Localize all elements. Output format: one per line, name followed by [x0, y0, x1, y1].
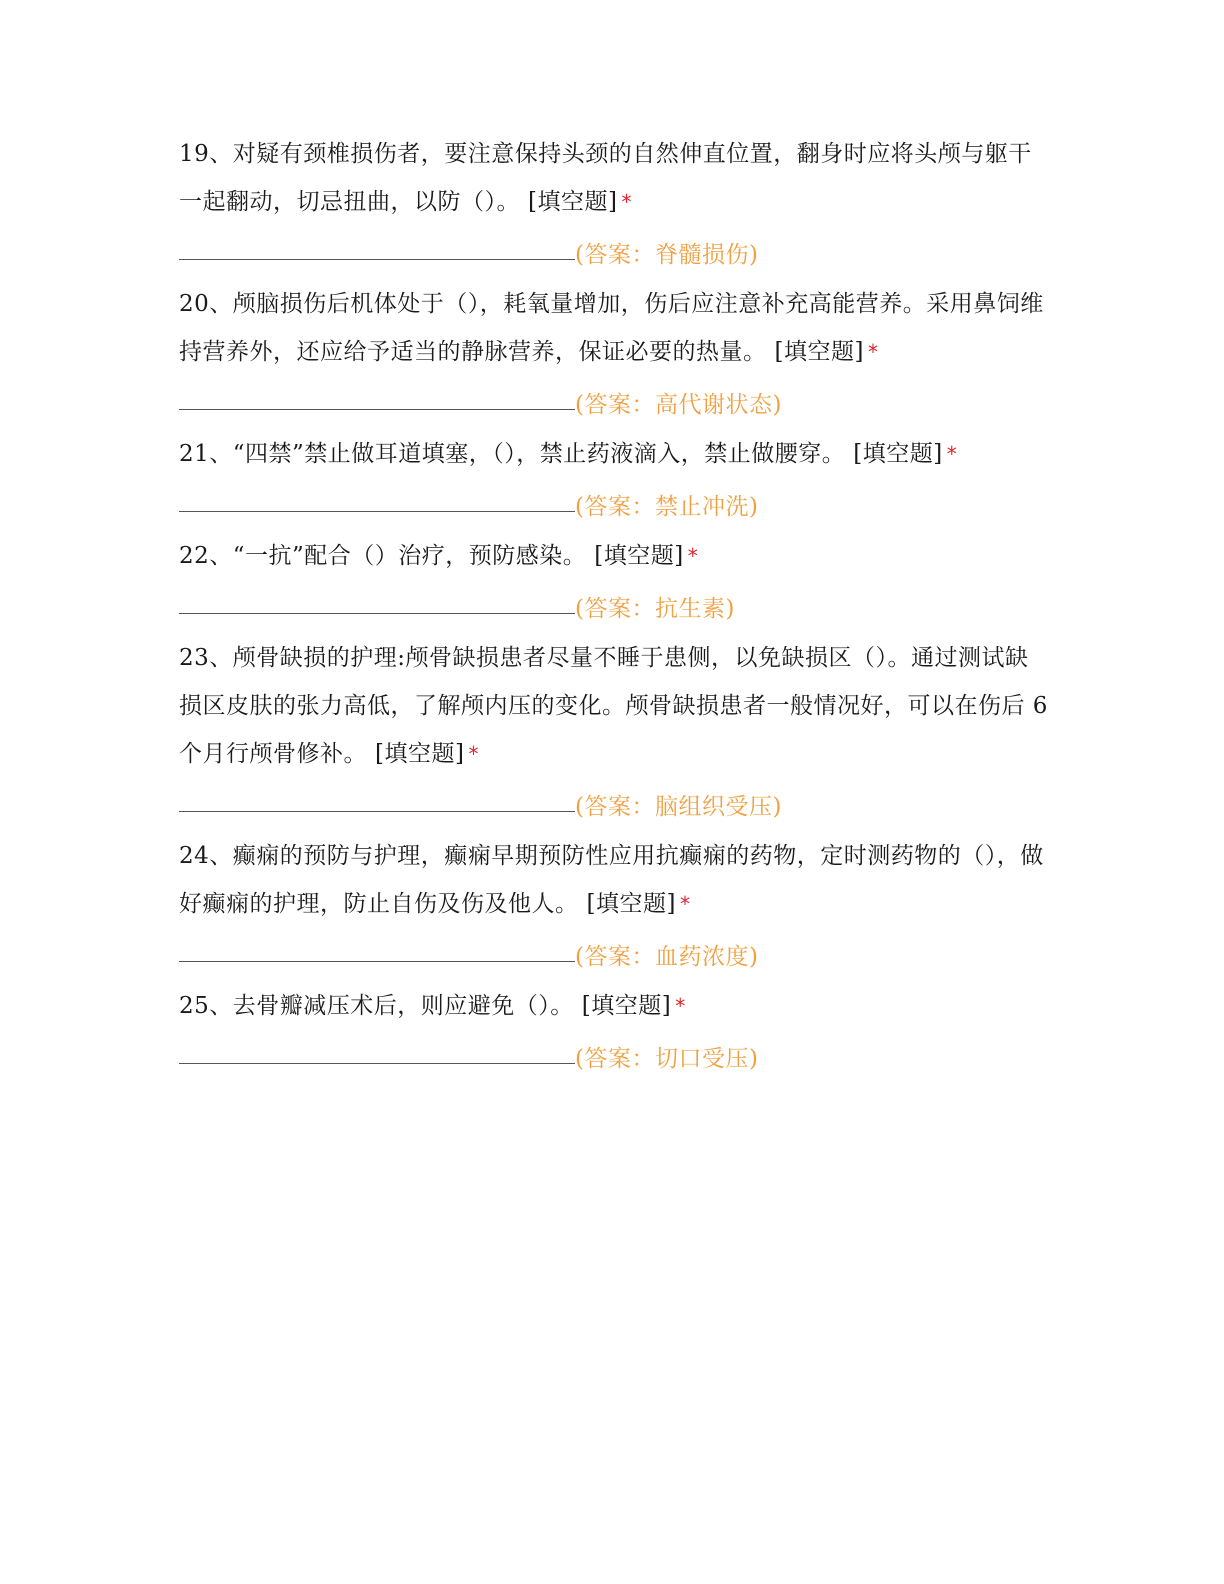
- required-asterisk: *: [867, 340, 879, 364]
- answer-text: (答案：抗生素): [575, 596, 735, 622]
- question-text: [179, 532, 1049, 580]
- question-text: [179, 832, 1049, 928]
- answer-text: (答案：禁止冲洗): [575, 494, 759, 520]
- answer-row: [179, 580, 1049, 626]
- question-body: 23、颅骨缺损的护理:颅骨缺损患者尽量不睡于患侧，以免缺损区（）。通过测试缺损区皮肤的张力高低，了解颅内压的变化。颅骨缺损患者一般情况好，可以在伤后 6 个月行颅骨修补。: [179, 645, 1048, 767]
- question-body: 24、癫痫的预防与护理，癫痫早期预防性应用抗癫痫的药物，定时测药物的（），做好癫痫的护理，防止自伤及伤及他人。: [179, 843, 1044, 917]
- question-type-label: [填空题]: [774, 339, 864, 365]
- required-asterisk: *: [946, 442, 958, 466]
- question-text: [179, 130, 1049, 226]
- required-asterisk: *: [621, 190, 632, 214]
- answer-text: (答案：高代谢状态): [575, 392, 782, 418]
- question-25: [179, 982, 1049, 1076]
- question-text: [179, 982, 1049, 1030]
- answer-row: [179, 778, 1049, 824]
- question-19: [179, 130, 1049, 272]
- question-body: 21、“四禁”禁止做耳道填塞，（），禁止药液滴入，禁止做腰穿。: [179, 441, 846, 467]
- answer-row: [179, 928, 1049, 974]
- question-list: [179, 130, 1049, 1084]
- question-type-label: [填空题]: [375, 741, 465, 767]
- question-body: 19、对疑有颈椎损伤者，要注意保持头颈的自然伸直位置，翻身时应将头颅与躯干一起翻动，切忌扭曲，以防（）。: [179, 141, 1032, 215]
- required-asterisk: *: [675, 994, 686, 1018]
- question-body: 22、“一抗”配合（）治疗，预防感染。: [179, 543, 587, 569]
- required-asterisk: *: [468, 742, 479, 766]
- question-24: [179, 832, 1049, 974]
- answer-row: [179, 478, 1049, 524]
- answer-text: (答案：切口受压): [575, 1046, 759, 1072]
- answer-row: [179, 1030, 1049, 1076]
- answer-blank-field[interactable]: [179, 258, 575, 260]
- question-text: [179, 430, 1049, 478]
- question-type-label: [填空题]: [581, 993, 672, 1019]
- question-body: 25、去骨瓣减压术后，则应避免（）。: [179, 993, 574, 1019]
- answer-blank-field[interactable]: [179, 1062, 575, 1064]
- answer-blank-field[interactable]: [179, 612, 575, 614]
- required-asterisk: *: [687, 544, 699, 568]
- answer-text: (答案：血药浓度): [575, 944, 759, 970]
- answer-blank-field[interactable]: [179, 960, 575, 962]
- answer-blank-field[interactable]: [179, 810, 575, 812]
- question-21: [179, 430, 1049, 524]
- question-type-label: [填空题]: [586, 891, 676, 917]
- question-text: [179, 634, 1049, 778]
- question-type-label: [填空题]: [594, 543, 684, 569]
- question-body: 20、颅脑损伤后机体处于（），耗氧量增加，伤后应注意补充高能营养。采用鼻饲维持营养外，还应给予适当的静脉营养，保证必要的热量。: [179, 291, 1044, 365]
- answer-blank-field[interactable]: [179, 510, 575, 512]
- question-type-label: [填空题]: [853, 441, 943, 467]
- answer-text: (答案：脑组织受压): [575, 794, 782, 820]
- question-23: [179, 634, 1049, 824]
- question-22: [179, 532, 1049, 626]
- answer-text: (答案：脊髓损伤): [575, 242, 759, 268]
- answer-row: [179, 376, 1049, 422]
- question-type-label: [填空题]: [528, 189, 618, 215]
- answer-row: [179, 226, 1049, 272]
- question-20: [179, 280, 1049, 422]
- required-asterisk: *: [679, 892, 691, 916]
- answer-blank-field[interactable]: [179, 408, 575, 410]
- question-text: [179, 280, 1049, 376]
